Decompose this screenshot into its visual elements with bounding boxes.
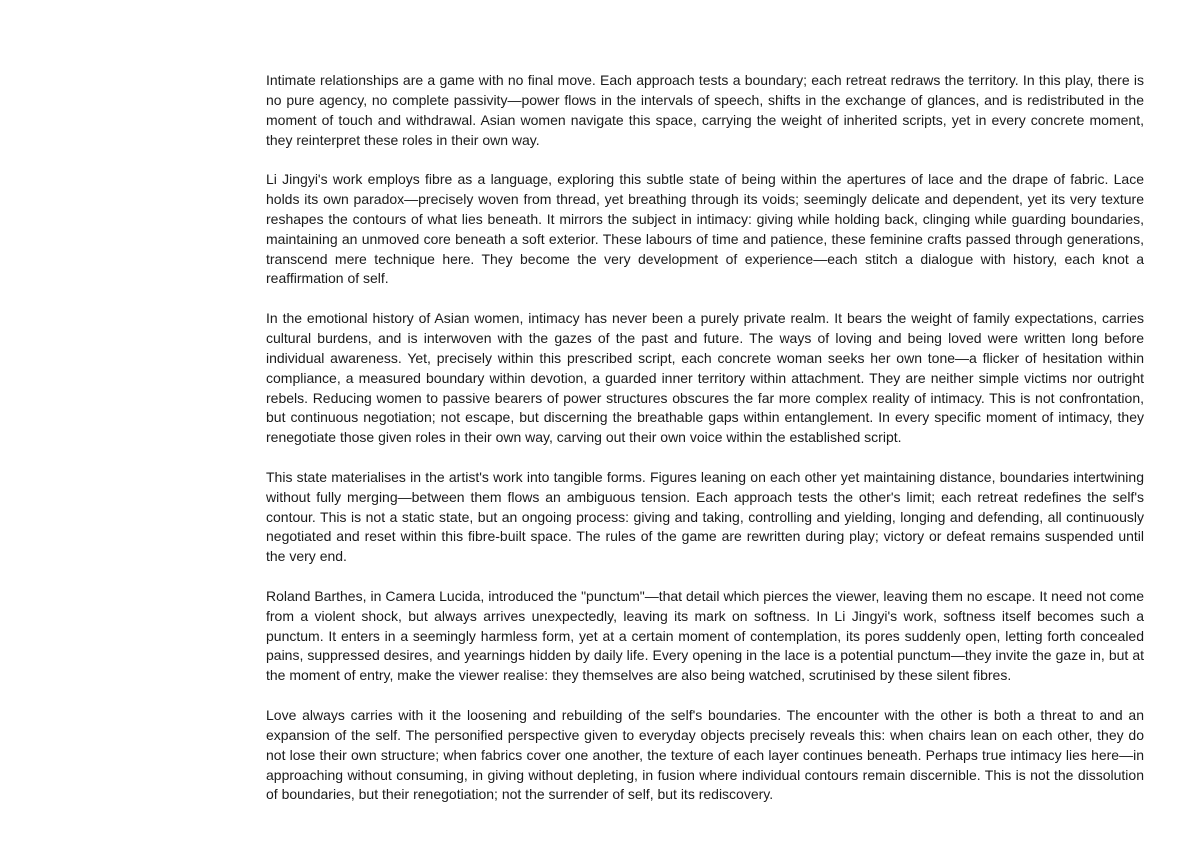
document-body	[266, 71, 1144, 805]
paragraph-4: This state materialises in the artist's work into tangible forms. Figures leaning on each other yet maintaining distance, boundaries intertwining without fully merging—between them flows an ambiguous tension. Each approach tests the other's limit; each retreat redefines the self's contour. This is not a static state, but an ongoing process: giving and taking, controlling and yielding, longing and defending, all continuously negotiated and reset within this fibre-built space. The rules of the game are rewritten during play; victory or defeat remains suspended until the very end.	[266, 468, 1144, 565]
paragraph-2: Li Jingyi's work employs fibre as a language, exploring this subtle state of being within the apertures of lace and the drape of fabric. Lace holds its own paradox—precisely woven from thread, yet breathing through its voids; seemingly delicate and dependent, yet its very texture reshapes the contours of what lies beneath. It mirrors the subject in intimacy: giving while holding back, clinging while guarding boundaries, maintaining an unmoved core beneath a soft exterior. These labours of time and patience, these feminine crafts passed through generations, transcend mere technique here. They become the very development of experience—each stitch a dialogue with history, each knot a reaffirmation of self.	[266, 171, 1144, 287]
paragraph-1: Intimate relationships are a game with no final move. Each approach tests a boundary; each retreat redraws the territory. In this play, there is no pure agency, no complete passivity—power flows in the intervals of speech, shifts in the exchange of glances, and is redistributed in the moment of touch and withdrawal. Asian women navigate this space, carrying the weight of inherited scripts, yet in every concrete moment, they reinterpret these roles in their own way.	[266, 72, 1144, 148]
paragraph-3: In the emotional history of Asian women, intimacy has never been a purely private realm. It bears the weight of family expectations, carries cultural burdens, and is interwoven with the gazes of the past and future. The ways of loving and being loved were written long before individual awareness. Yet, precisely within this prescribed script, each concrete woman seeks her own tone—a flicker of hesitation within compliance, a measured boundary within devotion, a guarded inner territory within attachment. They are neither simple victims nor outright rebels. Reducing women to passive bearers of power structures obscures the far more complex reality of intimacy. This is not confrontation, but continuous negotiation; not escape, but discerning the breathable gaps within entanglement. In every specific moment of intimacy, they renegotiate those given roles in their own way, carving out their own voice within the established script.	[266, 310, 1144, 446]
paragraph-6: Love always carries with it the loosening and rebuilding of the self's boundaries. The encounter with the other is both a threat to and an expansion of the self. The personified perspective given to everyday objects precisely reveals this: when chairs lean on each other, they do not lose their own structure; when fabrics cover one another, the texture of each layer continues beneath. Perhaps true intimacy lies here—in approaching without consuming, in giving without depleting, in fusion where individual contours remain discernible. This is not the dissolution of boundaries, but their renegotiation; not the surrender of self, but its rediscovery.	[266, 707, 1144, 803]
paragraph-5: Roland Barthes, in Camera Lucida, introduced the "punctum"—that detail which pierces the viewer, leaving them no escape. It need not come from a violent shock, but always arrives unexpectedly, leaving its mark on softness. In Li Jingyi's work, softness itself becomes such a punctum. It enters in a seemingly harmless form, yet at a certain moment of contemplation, its pores suddenly open, letting forth concealed pains, suppressed desires, and yearnings hidden by daily life. Every opening in the lace is a potential punctum—they invite the gaze in, but at the moment of entry, make the viewer realise: they themselves are also being watched, scrutinised by these silent fibres.	[266, 587, 1144, 684]
